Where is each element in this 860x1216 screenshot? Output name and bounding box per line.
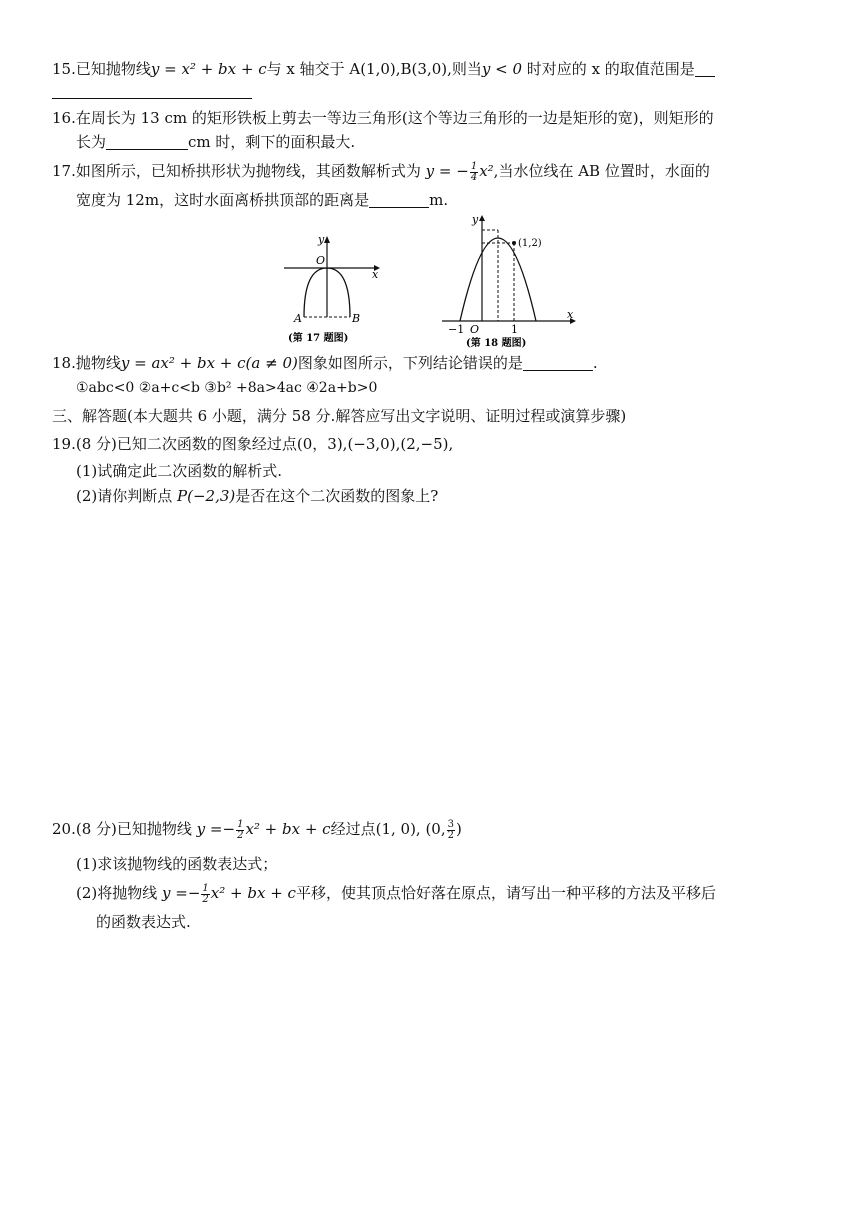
figure-17 [280,225,390,350]
fig18-origin-label: O [470,323,480,336]
q18-options: ①abc<0 ②a+c<b ③b² +8a>4ac ④2a+b>0 [76,380,378,396]
figure-18 [440,213,585,350]
fig18-tick-neg1: −1 [448,323,465,336]
fig17-point-a-label: A [294,312,302,325]
q15-inequality: y < 0 [481,60,523,78]
section-3-heading: 三、解答题(本大题共 6 小题，满分 58 分.解答应写出文字说明、证明过程或演算步骤) [52,407,627,425]
q17-number: 17. [52,162,76,180]
q20-equation-repeat: y =− $\frac{1}{2}$ x² + bx + c [162,882,296,905]
q20-part-1: (1)求该抛物线的函数表达式； [76,855,278,873]
fig18-point-label: (1,2) [518,238,542,249]
q20-equation: y =− $\frac{1}{2}$ x² + bx + c [196,818,331,841]
q17-equation: y = − $\frac{1}{4}$ x² [425,160,494,183]
fig17-y-label: y [318,233,325,246]
q19-part-1: (1)试确定此二次函数的解析式. [76,462,283,480]
fig17-origin-label: O [316,254,326,267]
question-16-continued: 长为 cm 时，剩下的面积最大. [76,133,356,151]
q18-number: 18. [52,354,76,372]
fig18-x-label: x [567,308,574,321]
q18-answer-blank[interactable] [523,354,593,371]
fig17-point-b-label: B [352,312,361,325]
q19-number: 19. [52,435,76,453]
q19-point-p: P(−2,3) [177,487,236,505]
fig18-y-arrow [479,215,485,221]
fig17-y-arrow [324,236,330,243]
fig17-x-label: x [372,268,379,281]
q16-answer-blank[interactable] [106,133,188,150]
fig18-point-marker [512,241,516,245]
q15-number: 15. [52,60,76,78]
fig18-tick-1: 1 [511,323,518,336]
q16-number: 16. [52,109,76,127]
q15-answer-blank-a[interactable] [695,60,715,77]
q17-answer-blank[interactable] [369,191,429,208]
question-15: 15.已知抛物线y = x² + bx + c与 x 轴交于 A(1,0),B(3,0),则当y < 0 时对应的 x 的取值范围是 [52,58,808,80]
q20-point-fraction: $\frac{3}{2}$ [447,818,454,841]
q20-part-2: (2)将抛物线 y =− $\frac{1}{2}$ x² + bx + c平移，使其顶点恰好落在原点，请写出一种平移的方法及平移后 [76,882,716,905]
q20-part-2-continued: 的函数表达式. [96,913,191,931]
q15-answer-blank-b[interactable] [52,82,252,99]
fig17-caption: (第 17 题图) [288,333,349,344]
q18-equation: y = ax² + bx + c(a ≠ 0) [120,354,298,372]
question-17: 17.如图所示，已知桥拱形状为抛物线，其函数解析式为 y = − $\frac{1}{4}$ x²,当水位线在 AB 位置时，水面的 [52,160,710,183]
q20-number: 20. [52,820,76,838]
q19-part-2: (2)请你判断点 P(−2,3)是否在这个二次函数的图象上? [76,487,439,505]
question-15-continued [52,80,808,102]
q15-equation: y = x² + bx + c [150,60,267,78]
question-16: 16.在周长为 13 cm 的矩形铁板上剪去一等边三角形(这个等边三角形的一边是矩形的宽)，则矩形的 [52,109,714,127]
question-17-continued: 宽度为 12m，这时水面离桥拱顶部的距离是 m. [76,191,449,209]
question-20: 20.(8 分)已知抛物线 y =− $\frac{1}{2}$ x² + bx + c经过点(1, 0), (0, $\frac{3}{2}$ ) [52,818,462,841]
fig18-y-label: y [472,213,479,226]
q19-points: (0，3),(−3,0),(2,−5), [296,435,454,453]
question-18: 18.抛物线y = ax² + bx + c(a ≠ 0)图象如图所示，下列结论错误的是 . [52,354,598,372]
fig18-caption: (第 18 题图) [466,338,527,349]
question-19: 19.(8 分)已知二次函数的图象经过点(0，3),(−3,0),(2,−5), [52,435,454,453]
